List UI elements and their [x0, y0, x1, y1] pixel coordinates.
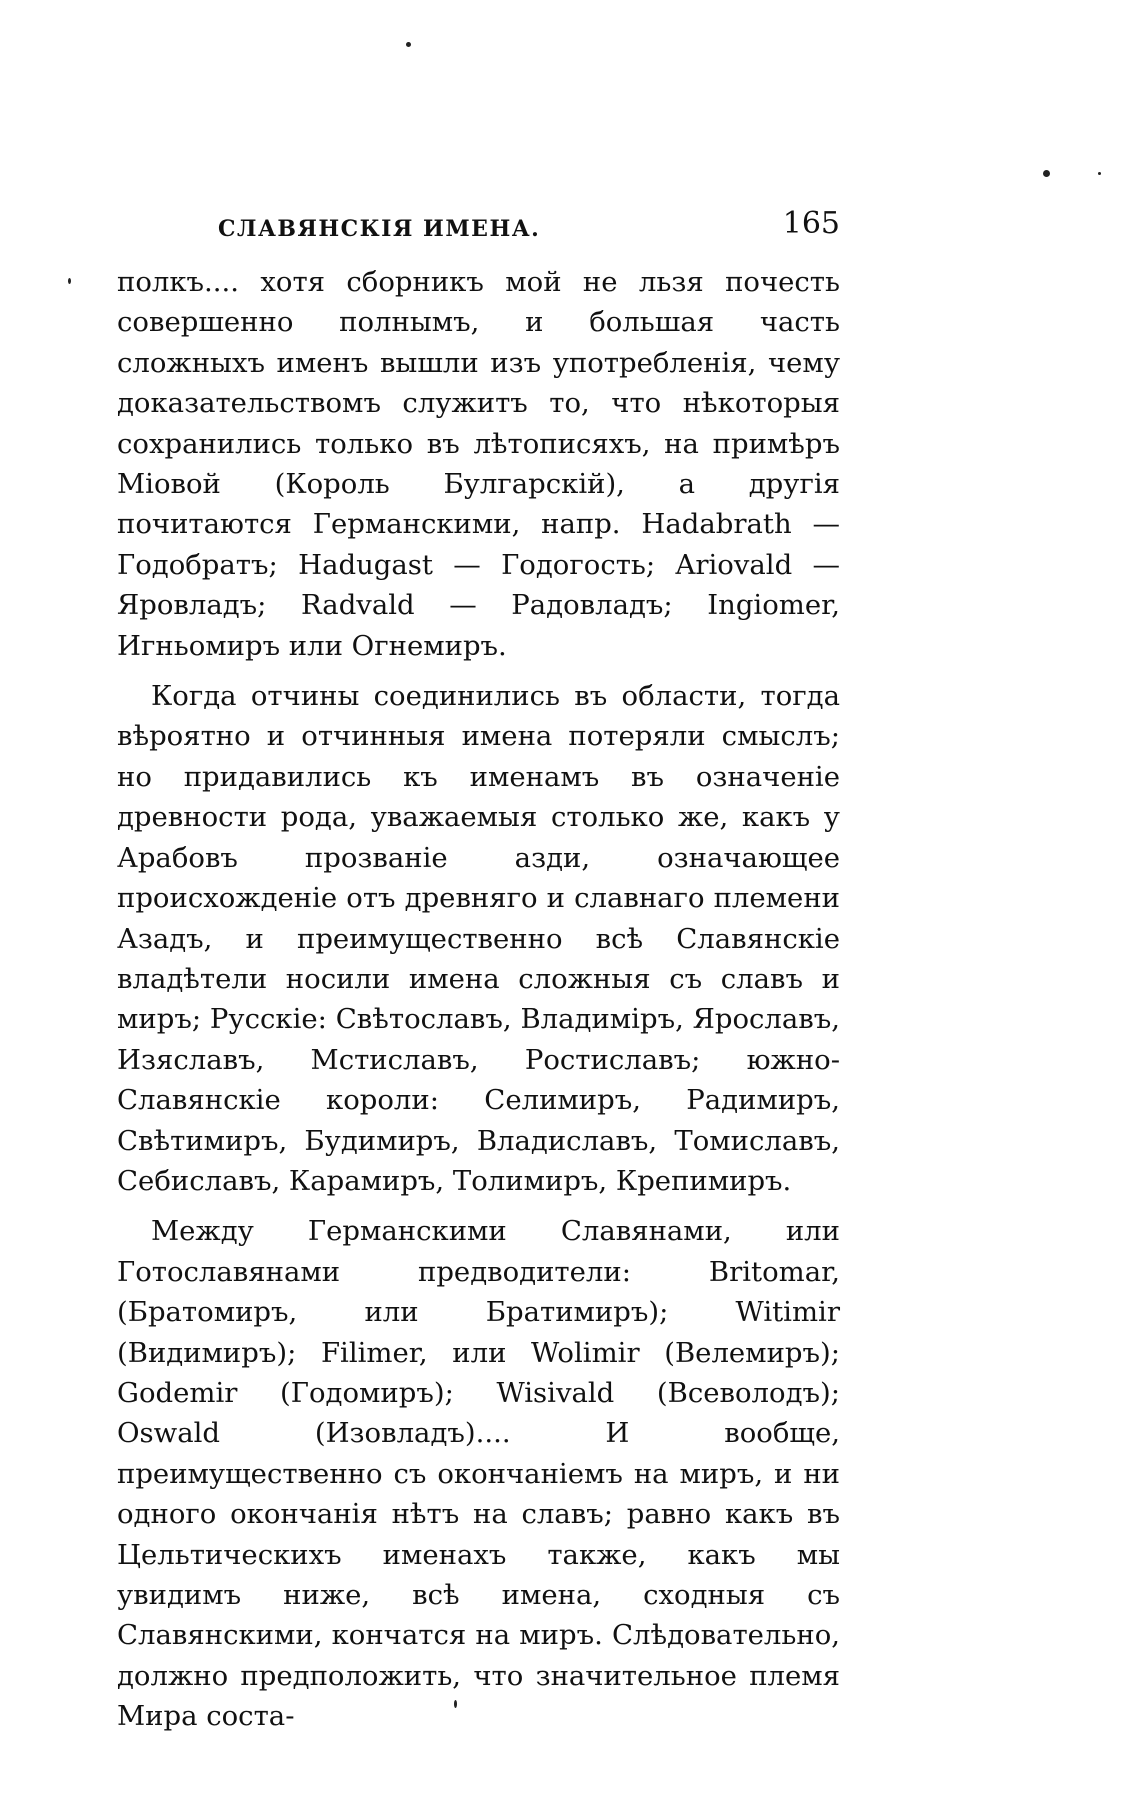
body-text — [117, 262, 840, 1737]
scan-speck — [1043, 170, 1050, 177]
page-header — [218, 206, 840, 246]
scan-speck — [454, 1700, 457, 1708]
scan-speck — [1098, 172, 1101, 175]
scan-speck — [68, 278, 71, 284]
scan-speck — [406, 42, 411, 47]
paragraph-1: полкъ.... хотя сборникъ мой не льзя почесть совершенно полнымъ, и большая часть сложныхъ именъ вышли изъ употребленія, чему доказательствомъ служитъ то, что нѣкоторыя сохранились только въ лѣтописяхъ, на примѣръ Міовой (Король Булгарскій), а другія почитаются Германскими, напр. Hadabrath — Годобратъ; Hadugast — Годогость; Ariovald — Яровладъ; Radvald — Радовладъ; Ingiomer, Игньомиръ или Огнемиръ. — [117, 266, 840, 662]
paragraph-2: Когда отчины соединились въ области, тогда вѣроятно и отчинныя имена потеряли смыслъ; но придавились къ именамъ въ означеніе древности рода, уважаемыя столько же, какъ у Арабовъ прозваніе азди, означающее происхожденіе отъ древняго и славнаго племени Азадъ, и преимущественно всѣ Славянскіе владѣтели носили имена сложныя съ славъ и миръ; Русскіе: Свѣтославъ, Владиміръ, Ярославъ, Изяславъ, Мстиславъ, Ростиславъ; южно-Славянскіе короли: Селимиръ, Радимиръ, Свѣтимиръ, Будимиръ, Владиславъ, Томиславъ, Себиславъ, Карамиръ, Толимиръ, Крепимиръ. — [117, 680, 840, 1197]
paragraph-3: Между Германскими Славянами, или Готославянами предводители: Britomar, (Братомиръ, или Братимиръ); Witimir (Видимиръ); Filimer, или Wolimir (Велемиръ); Godemir (Годомиръ); Wisivald (Всеволодъ); Oswald (Изовладъ).... И вообще, преимущественно съ окончаніемъ на миръ, и ни одного окончанія нѣтъ на славъ; равно какъ въ Цельтическихъ именахъ также, какъ мы увидимъ ниже, всѣ имена, сходныя съ Славянскими, кончатся на миръ. Слѣдовательно, должно предположить, что значительное племя Мира соста- — [117, 1215, 840, 1733]
page-number: 165 — [782, 206, 840, 241]
running-head: СЛАВЯНСКІЯ ИМЕНА. — [218, 216, 541, 242]
